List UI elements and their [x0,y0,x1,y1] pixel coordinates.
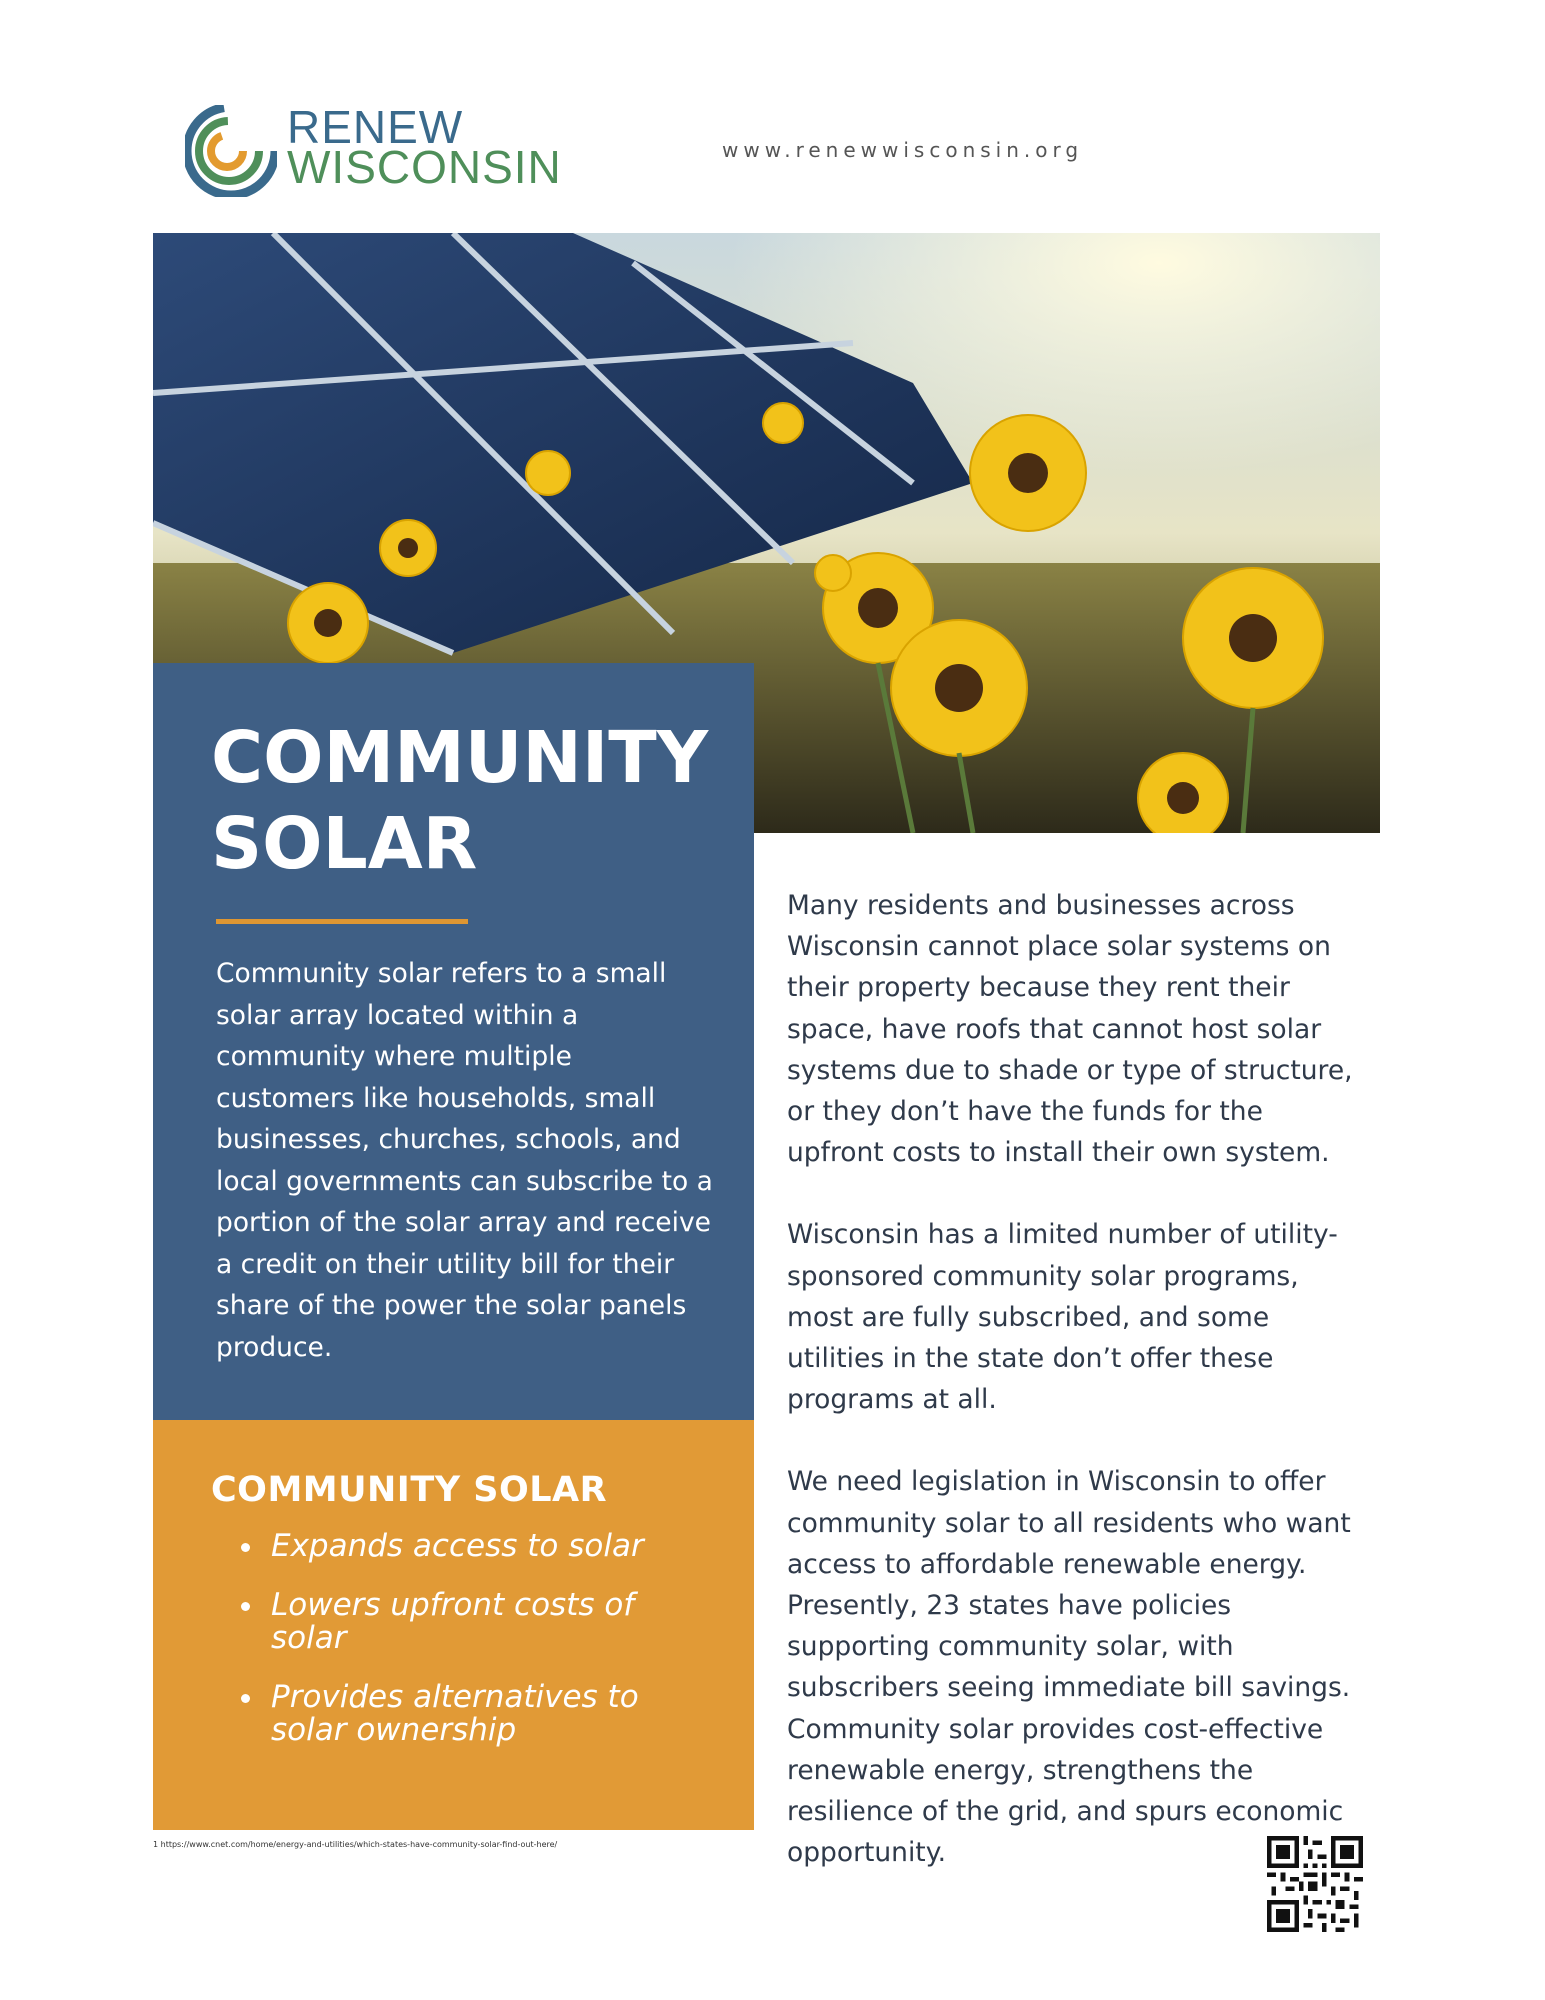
benefits-panel [153,1420,754,1830]
qr-code-icon[interactable] [1267,1836,1363,1932]
page-title: COMMUNITY SOLAR [211,716,709,885]
bullet-icon [241,1602,250,1611]
benefits-heading: COMMUNITY SOLAR [211,1470,608,1510]
benefit-text: Lowers upfront costs of solar [271,1587,635,1656]
benefit-item [211,1681,711,1747]
intro-description: Community solar refers to a small solar array located within a community where multiple customers like households, small businesses, churches, schools, and local governments can subscribe to a portion of the solar array and receive a credit on their utility bill for their share of the power the solar panels produce. [216,958,713,1363]
footnote-source-link[interactable]: 1 https://www.cnet.com/home/energy-and-utilities/which-states-have-community-solar-find-out-here/ [153,1840,558,1849]
bullet-icon [241,1694,250,1703]
logo-text-wisconsin: WISCONSIN [287,141,562,193]
body-paragraph: Many residents and businesses across Wisconsin cannot place solar systems on their property because they rent their space, have roofs that cannot host solar systems due to shade or type of structure, or they don’t have the funds for the upfront costs to install their own system. [787,890,1353,1169]
logo-text-renew: RENEW [287,101,464,153]
benefit-text: Expands access to solar [271,1528,644,1564]
renew-wisconsin-logo [185,101,565,205]
body-paragraph: Wisconsin has a limited number of utility-sponsored community solar programs, most are fully subscribed, and some utilities in the state don’t offer these programs at all. [787,1219,1338,1416]
body-paragraph: We need legislation in Wisconsin to offer community solar to all residents who want access to affordable renewable energy. Presently, 23 states have policies supporting community solar, with subscribers seeing immediate bill savings. Community solar provides cost-effective renewable energy, strengthens the resilience of the grid, and spurs economic opportunity. [787,1466,1351,1869]
benefit-item [211,1589,711,1655]
benefit-item [211,1530,711,1563]
website-url[interactable]: www.renewwisconsin.org [722,138,1084,162]
title-divider [216,919,468,924]
logo-swirl-icon [185,105,277,197]
body-text [787,885,1367,1914]
intro-panel [153,663,754,1420]
bullet-icon [241,1543,250,1552]
benefits-list [211,1530,711,1773]
benefit-text: Provides alternatives to solar ownership [271,1679,639,1748]
